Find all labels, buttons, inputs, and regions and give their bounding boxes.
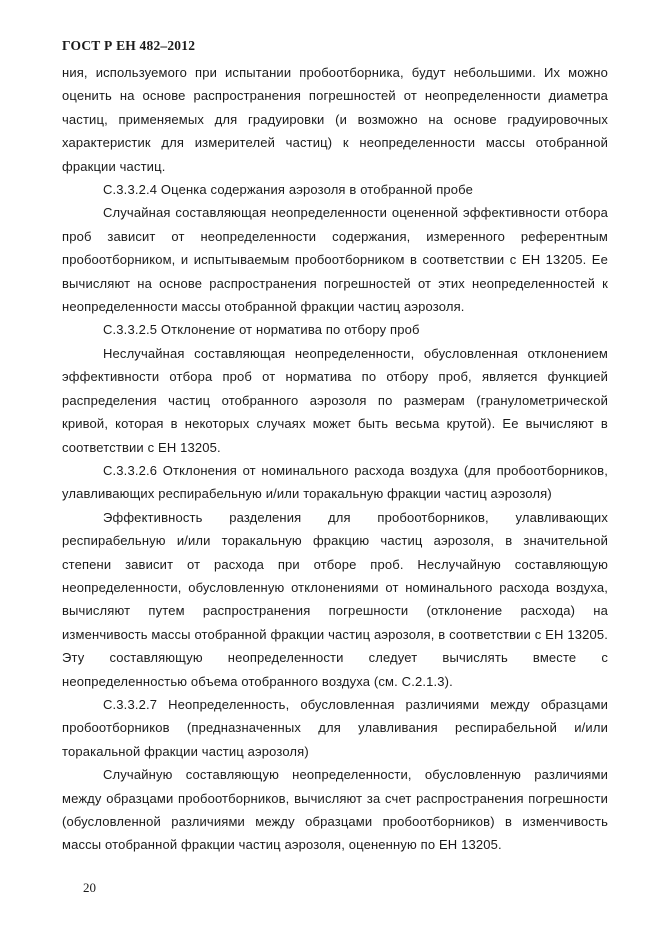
section-heading-c3327: С.3.3.2.7 Неопределенность, обусловленная различиями между образцами пробоотборников (предназначенных для улавливания респирабельной и/или торакальной фракции частиц аэрозоля) (62, 696, 608, 759)
paragraph: Случайная составляющая неопределенности оцененной эффективности отбора проб зависит от неопределенности содержания, измеренного референтным пробоотборником, и испытываемым пробоотборником в соответствии с ЕН 13205. Ее вычисляют на основе распространения погрешностей от этих неопределенностей к неопределенности массы отобранной фракции частиц аэрозоля. (62, 205, 608, 315)
paragraph-continuation: ния, используемого при испытании пробоотборника, будут небольшими. Их можно оценить на основе распространения погрешностей от неопределенности диаметра частиц, применяемых для градуировки (и возможно на основе градуировочных характеристик для измерителей частиц) к неопределенности массы отобранной фракции частиц. (62, 65, 608, 174)
paragraph: Эффективность разделения для пробоотборников, улавливающих респирабельную и/или торакальную фракцию частиц аэрозоля, в значительной степени зависит от расхода при отборе проб. Неслучайную составляющую неопределенности, обусловленную отклонениями от номинального расхода воздуха, вычисляют путем распространения погрешности (отклонение расхода) на изменчивость массы отобранной фракции частиц аэрозоля, в соответствии с ЕН 13205. Эту составляющую неопределенности следует вычислять вместе с неопределенностью объема отобранного воздуха (см. С.2.1.3). (62, 509, 608, 689)
document-body (62, 61, 608, 857)
section-heading-c3324: С.3.3.2.4 Оценка содержания аэрозоля в отобранной пробе (103, 182, 473, 198)
document-header: ГОСТ Р ЕН 482–2012 (62, 38, 196, 53)
page-number: 20 (83, 880, 96, 895)
paragraph: Случайную составляющую неопределенности, обусловленную различиями между образцами пробоотборников, вычисляют за счет распространения погрешности (обусловленной различиями между образцами пробоотборников) в изменчивость массы отобранной фракции частиц аэрозоля, оцененную по ЕН 13205. (62, 767, 608, 853)
section-heading-c3326: С.3.3.2.6 Отклонения от номинального расхода воздуха (для пробоотборников, улавливающих респирабельную и/или торакальную фракции частиц аэрозоля) (62, 462, 608, 502)
section-heading-c3325: С.3.3.2.5 Отклонение от норматива по отбору проб (103, 322, 420, 338)
paragraph: Неслучайная составляющая неопределенности, обусловленная отклонением эффективности отбора проб от норматива по отбору проб, является функцией распределения частиц отобранного аэрозоля по размерам (гранулометрической кривой, которая в некоторых случаях может быть весьма крутой). Ее вычисляют в соответствии с ЕН 13205. (62, 345, 608, 455)
